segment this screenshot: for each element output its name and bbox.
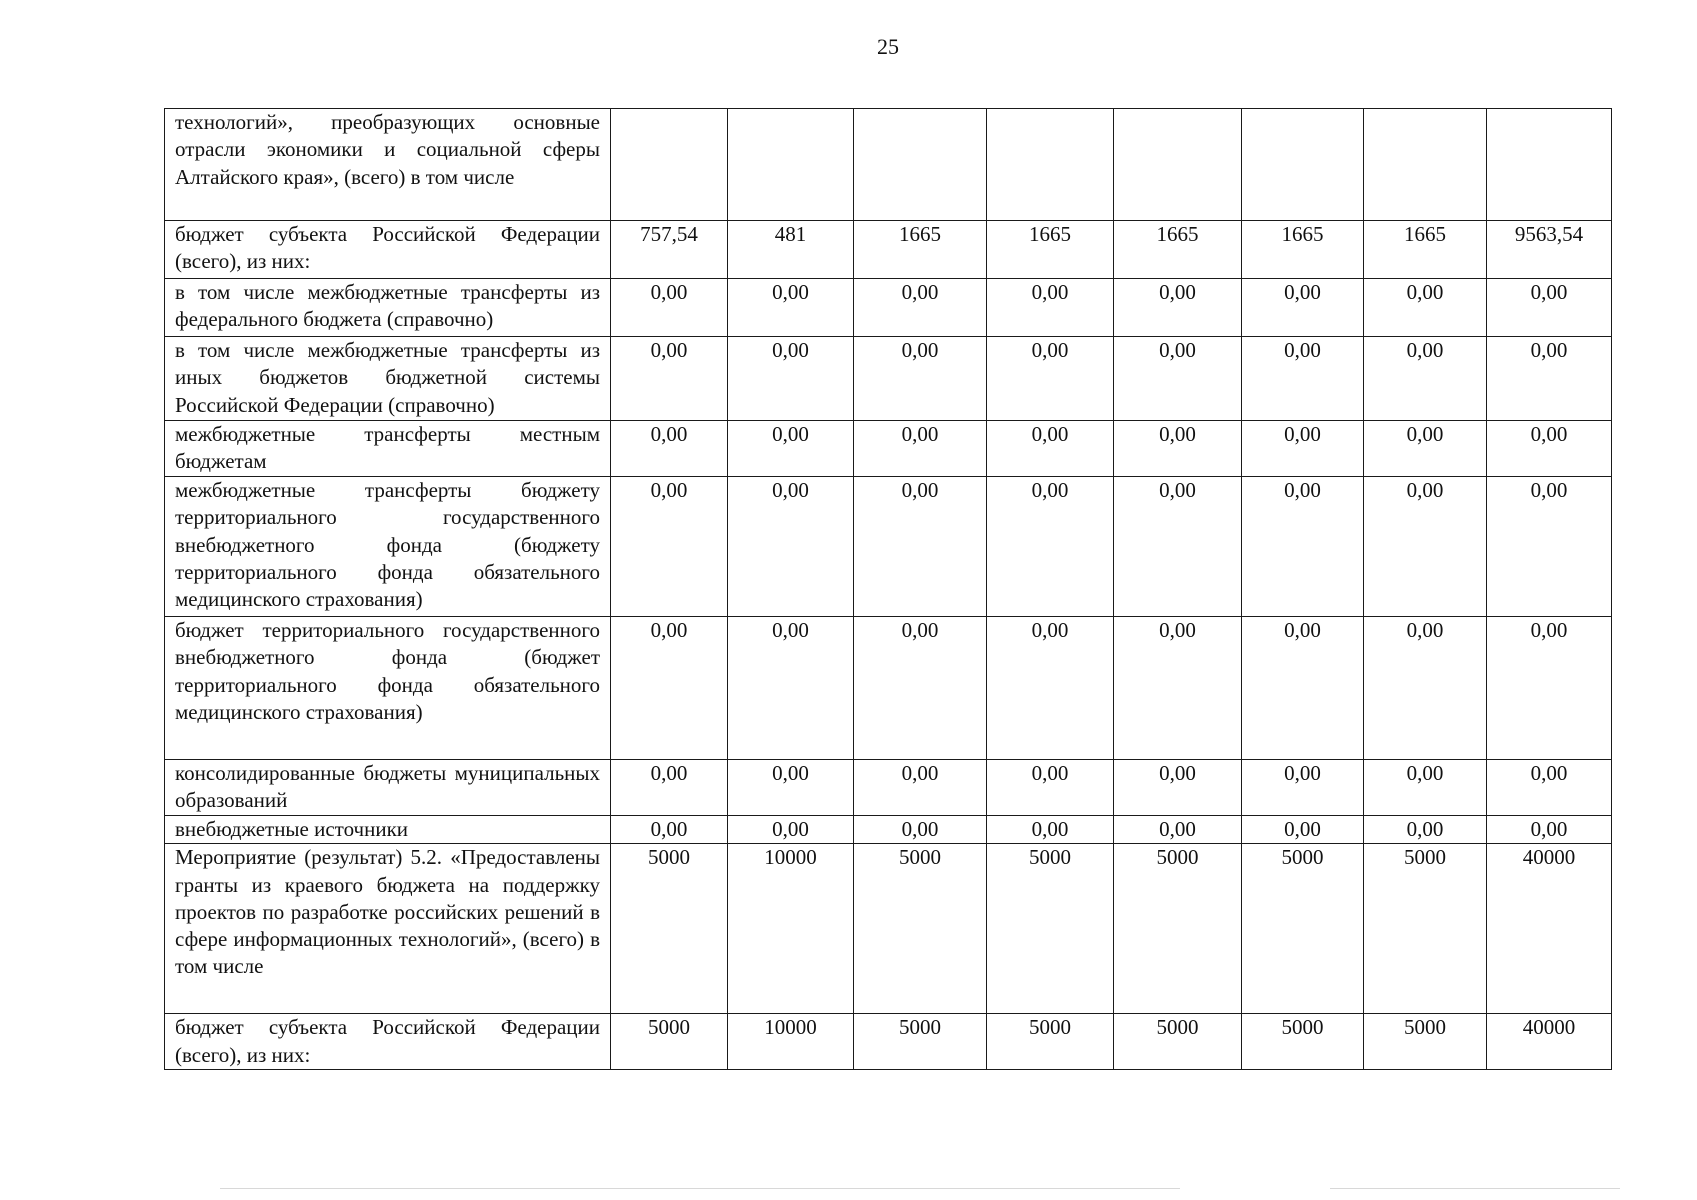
value-cell: 40000	[1487, 1014, 1612, 1070]
value-cell: 0,00	[987, 337, 1114, 421]
value-cell: 0,00	[1364, 617, 1487, 760]
value-cell: 0,00	[1114, 337, 1242, 421]
value-cell: 0,00	[1487, 617, 1612, 760]
value-cell: 0,00	[1364, 337, 1487, 421]
value-cell: 0,00	[1114, 279, 1242, 337]
value-cell: 0,00	[611, 279, 728, 337]
value-cell: 5000	[854, 844, 987, 1014]
value-cell: 0,00	[1242, 337, 1364, 421]
row-label: Мероприятие (результат) 5.2. «Предоставлены гранты из краевого бюджета на поддержку проектов по разработке российских решений в сфере информационных технологий», (всего) в том числе	[165, 844, 611, 1014]
table-row	[165, 477, 1612, 617]
value-cell: 5000	[611, 844, 728, 1014]
table-row	[165, 221, 1612, 279]
value-cell: 0,00	[611, 617, 728, 760]
value-cell: 0,00	[1242, 617, 1364, 760]
table-row	[165, 816, 1612, 844]
value-cell: 0,00	[1114, 617, 1242, 760]
value-cell: 0,00	[854, 760, 987, 816]
value-cell: 5000	[1114, 844, 1242, 1014]
scan-artifact-line	[1330, 1188, 1620, 1189]
table-row	[165, 760, 1612, 816]
value-cell: 0,00	[728, 421, 854, 477]
row-label: бюджет субъекта Российской Федерации (всего), из них:	[165, 221, 611, 279]
value-cell	[728, 109, 854, 221]
value-cell: 40000	[1487, 844, 1612, 1014]
value-cell	[1242, 109, 1364, 221]
row-label: в том числе межбюджетные трансферты из федерального бюджета (справочно)	[165, 279, 611, 337]
value-cell: 0,00	[1364, 760, 1487, 816]
page-number: 25	[877, 34, 899, 59]
value-cell: 0,00	[1114, 421, 1242, 477]
budget-table-body	[165, 109, 1612, 1070]
value-cell: 10000	[728, 844, 854, 1014]
table-row	[165, 617, 1612, 760]
value-cell: 5000	[987, 1014, 1114, 1070]
value-cell: 0,00	[1242, 816, 1364, 844]
value-cell: 0,00	[728, 337, 854, 421]
value-cell: 0,00	[854, 617, 987, 760]
value-cell: 0,00	[987, 279, 1114, 337]
value-cell: 0,00	[1114, 816, 1242, 844]
value-cell: 0,00	[1364, 421, 1487, 477]
value-cell: 0,00	[1487, 279, 1612, 337]
value-cell: 481	[728, 221, 854, 279]
row-label: внебюджетные источники	[165, 816, 611, 844]
value-cell: 0,00	[1242, 279, 1364, 337]
table-row	[165, 421, 1612, 477]
value-cell	[987, 109, 1114, 221]
table-row	[165, 1014, 1612, 1070]
value-cell: 5000	[1242, 844, 1364, 1014]
value-cell: 5000	[1242, 1014, 1364, 1070]
table-row	[165, 337, 1612, 421]
value-cell: 0,00	[854, 421, 987, 477]
row-label: консолидированные бюджеты муниципальных образований	[165, 760, 611, 816]
value-cell: 10000	[728, 1014, 854, 1070]
value-cell: 9563,54	[1487, 221, 1612, 279]
value-cell: 0,00	[1364, 279, 1487, 337]
value-cell: 0,00	[1487, 421, 1612, 477]
row-label: бюджет территориального государственного внебюджетного фонда (бюджет территориального фонда обязательного медицинского страхования)	[165, 617, 611, 760]
value-cell	[1114, 109, 1242, 221]
value-cell	[611, 109, 728, 221]
value-cell: 0,00	[987, 477, 1114, 617]
value-cell: 0,00	[611, 816, 728, 844]
value-cell: 1665	[1364, 221, 1487, 279]
value-cell: 0,00	[854, 477, 987, 617]
value-cell	[1364, 109, 1487, 221]
row-label: технологий», преобразующих основные отрасли экономики и социальной сферы Алтайского края», (всего) в том числе	[165, 109, 611, 221]
value-cell: 5000	[987, 844, 1114, 1014]
value-cell: 0,00	[728, 477, 854, 617]
value-cell: 757,54	[611, 221, 728, 279]
value-cell: 0,00	[854, 337, 987, 421]
value-cell: 0,00	[1487, 760, 1612, 816]
value-cell: 5000	[1364, 844, 1487, 1014]
table-row	[165, 109, 1612, 221]
scan-artifact-line	[220, 1188, 1180, 1189]
value-cell: 0,00	[987, 816, 1114, 844]
table-row	[165, 279, 1612, 337]
value-cell: 1665	[1242, 221, 1364, 279]
row-label: межбюджетные трансферты местным бюджетам	[165, 421, 611, 477]
value-cell: 0,00	[728, 617, 854, 760]
value-cell: 0,00	[987, 760, 1114, 816]
value-cell: 1665	[1114, 221, 1242, 279]
value-cell: 0,00	[728, 279, 854, 337]
row-label: в том числе межбюджетные трансферты из иных бюджетов бюджетной системы Российской Федерации (справочно)	[165, 337, 611, 421]
value-cell: 1665	[854, 221, 987, 279]
value-cell: 0,00	[1364, 816, 1487, 844]
value-cell: 0,00	[611, 477, 728, 617]
value-cell	[854, 109, 987, 221]
value-cell: 0,00	[1364, 477, 1487, 617]
value-cell: 0,00	[728, 760, 854, 816]
value-cell: 0,00	[611, 337, 728, 421]
value-cell	[1487, 109, 1612, 221]
value-cell: 5000	[1364, 1014, 1487, 1070]
value-cell: 0,00	[1242, 477, 1364, 617]
value-cell: 0,00	[728, 816, 854, 844]
value-cell: 0,00	[1487, 337, 1612, 421]
value-cell: 0,00	[987, 421, 1114, 477]
value-cell: 0,00	[611, 760, 728, 816]
value-cell: 0,00	[854, 816, 987, 844]
value-cell: 0,00	[1242, 760, 1364, 816]
value-cell: 0,00	[1114, 477, 1242, 617]
value-cell: 5000	[854, 1014, 987, 1070]
value-cell: 5000	[1114, 1014, 1242, 1070]
value-cell: 0,00	[1242, 421, 1364, 477]
value-cell: 0,00	[1114, 760, 1242, 816]
value-cell: 0,00	[987, 617, 1114, 760]
budget-table	[164, 108, 1612, 1070]
value-cell: 5000	[611, 1014, 728, 1070]
value-cell: 0,00	[1487, 816, 1612, 844]
value-cell: 0,00	[611, 421, 728, 477]
value-cell: 0,00	[854, 279, 987, 337]
value-cell: 1665	[987, 221, 1114, 279]
row-label: бюджет субъекта Российской Федерации (всего), из них:	[165, 1014, 611, 1070]
table-row	[165, 844, 1612, 1014]
value-cell: 0,00	[1487, 477, 1612, 617]
row-label: межбюджетные трансферты бюджету территориального государственного внебюджетного фонда (бюджету территориального фонда обязательного медицинского страхования)	[165, 477, 611, 617]
